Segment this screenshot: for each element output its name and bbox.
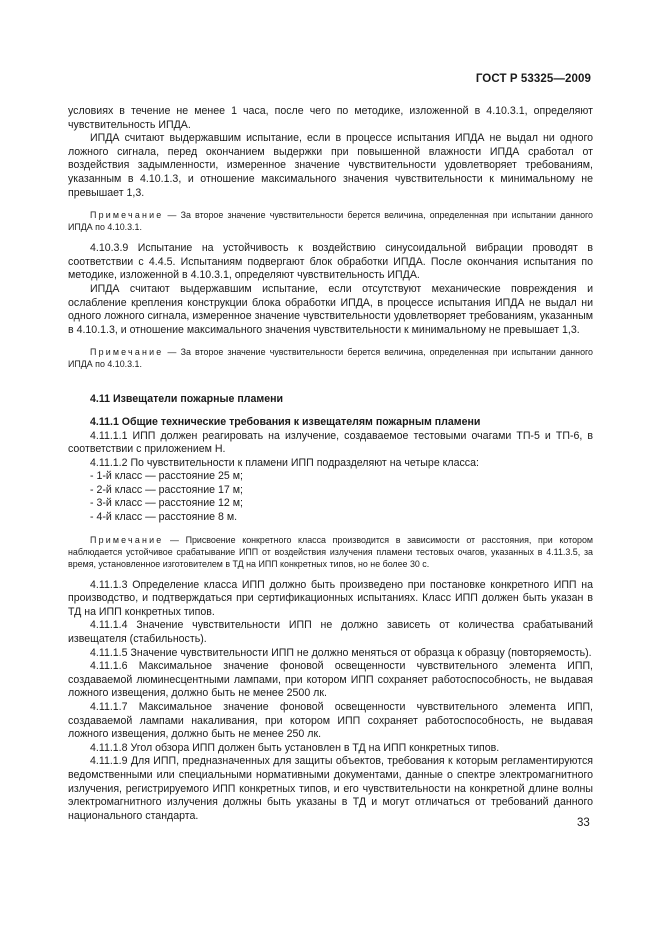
paragraph: 4.11.1.9 Для ИПП, предназначенных для защиты объектов, требования к которым регламентируются ведомственными или специальными нормативными документами, данные о спектре электромагнитного излучения, регистрируемого ИПП конкретных типов, и его чувствительности на конкретной длине волны электромагнитного излучения должны быть указаны в ТД и могут отличаться от требований данного национального стандарта. (68, 755, 593, 822)
section-heading: 4.11 Извещатели пожарные пламени (90, 393, 284, 406)
subsection-heading: 4.11.1 Общие технические требования к извещателям пожарным пламени (90, 415, 481, 428)
paragraph-continuation: условиях в течение не менее 1 часа, после чего по методике, изложенной в 4.10.3.1, определяют чувствительность ИПДА. (68, 105, 593, 131)
paragraph: 4.11.1.3 Определение класса ИПП должно быть произведено при постановке конкретного ИПП на производство, и подтверждаться при сертификационных испытаниях. Класс ИПП должен быть указан в ТД на ИПП конкретных типов. (68, 578, 593, 618)
paragraph: 4.10.3.9 Испытание на устойчивость к воздействию синусоидальной вибрации проводят в соответствии с 4.4.5. Испытаниям подвергают блок обработки ИПДА. После окончания испытания по методике, изложенной в 4.10.3.1, определяют чувствительность ИПДА. (68, 242, 593, 282)
note (68, 209, 593, 233)
note-label: Примечание (90, 210, 164, 221)
note (68, 346, 593, 370)
paragraph: 4.11.1.7 Максимальное значение фоновой освещенности чувствительного элемента ИПП, создаваемой лампами накаливания, при котором ИПП сохраняет работоспособность, не выдавая ложного извещения, должно быть не менее 250 лк. (68, 701, 593, 741)
page-number: 33 (577, 817, 590, 829)
paragraph: ИПДА считают выдержавшим испытание, если отсутствуют механические повреждения и ослабление крепления конструкции блока обработки ИПДА, в процессе испытания ИПДА не выдал ни одного ложного сигнала, измеренное значение чувствительности удовлетворяет требованиям, указанным в 4.10.1.3, и отношение максимального значения чувствительности к минимальному не превышает 1,3. (68, 282, 593, 336)
note (68, 534, 593, 570)
paragraph: 4.11.1.2 По чувствительности к пламени ИПП подразделяют на четыре класса: (90, 456, 479, 469)
paragraph: 4.11.1.1 ИПП должен реагировать на излучение, создаваемое тестовыми очагами ТП-5 и ТП-6, в соответствии с приложением Н. (68, 429, 593, 456)
list-item: - 1-й класс — расстояние 25 м; (90, 470, 243, 483)
paragraph: 4.11.1.6 Максимальное значение фоновой освещенности чувствительного элемента ИПП, создаваемой люминесцентными лампами, при котором ИПП сохраняет работоспособность, не выдавая ложного извещения, должно быть не менее 2500 лк. (68, 660, 593, 700)
note-label: Примечание (90, 534, 164, 545)
document-body (68, 105, 593, 823)
paragraph: 4.11.1.5 Значение чувствительности ИПП не должно меняться от образца к образцу (повторяемость). (90, 646, 592, 659)
paragraph: ИПДА считают выдержавшим испытание, если в процессе испытания ИПДА не выдал ни одного ложного сигнала, перед окончанием выдержки при повышенной влажности ИПДА сработал от воздействия задымленности, измеренное значение чувствительности удовлетворяет требованиям, указанным в 4.10.1.3, и отношение максимального значения чувствительности к минимальному не превышает 1,3. (68, 132, 593, 199)
note-text: — За второе значение чувствительности берется величина, определенная при испытании данного ИПДА по 4.10.3.1. (68, 210, 593, 233)
list-item: - 3-й класс — расстояние 12 м; (90, 497, 243, 510)
document-number: ГОСТ Р 53325—2009 (475, 73, 591, 85)
list-item: - 2-й класс — расстояние 17 м; (90, 483, 243, 496)
paragraph: 4.11.1.8 Угол обзора ИПП должен быть установлен в ТД на ИПП конкретных типов. (90, 741, 500, 754)
note-text: — За второе значение чувствительности берется величина, определенная при испытании данного ИПДА по 4.10.3.1. (68, 347, 593, 370)
note-text: — Присвоение конкретного класса производится в зависимости от расстояния, при котором наблюдается устойчивое срабатывание ИПП от воздействия излучения пламени тестовых очагов, указанных в 4.11.3.5, за время, установленное изготовителем в ТД на ИПП конкретных типов, но не более 30 с. (68, 534, 593, 569)
list-item: - 4-й класс — расстояние 8 м. (90, 511, 238, 524)
note-label: Примечание (90, 347, 164, 358)
paragraph: 4.11.1.4 Значение чувствительности ИПП не должно зависеть от количества срабатываний извещателя (стабильность). (68, 619, 593, 646)
